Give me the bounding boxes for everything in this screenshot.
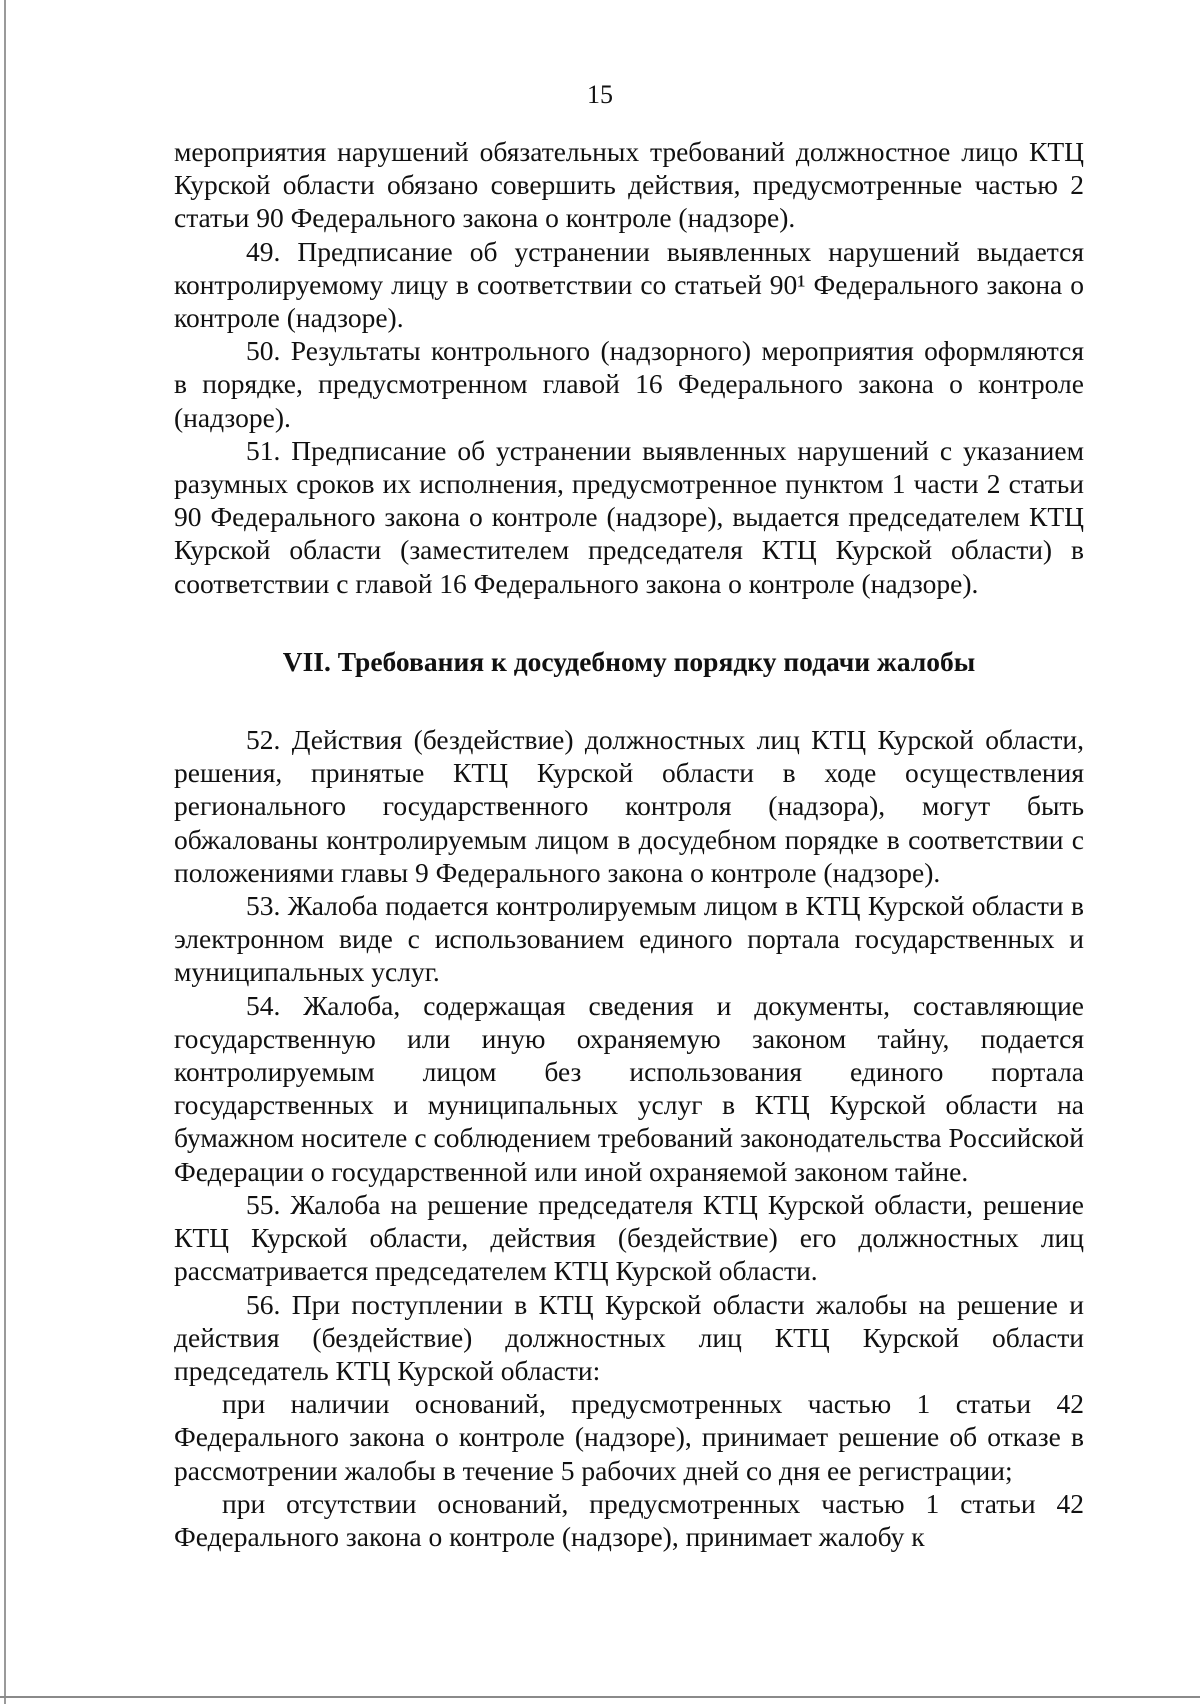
scan-edge-line-bottom <box>0 1696 1200 1698</box>
paragraph-54: 54. Жалоба, содержащая сведения и документы, составляющие государственную или иную охраняемую законом тайну, подается контролируемым лицом без использования единого портала государственных и муниципальных услуг в КТЦ Курской области на бумажном носителе с соблюдением требований законодательства Российской Федерации о государственной или иной охраняемой законом тайне. <box>174 989 1084 1187</box>
paragraph-56-item-1: при наличии оснований, предусмотренных частью 1 статьи 42 Федерального закона о контроле (надзоре), принимает решение об отказе в рассмотрении жалобы в течение 5 рабочих дней со дня ее регистрации; <box>174 1388 1084 1486</box>
paragraph-50: 50. Результаты контрольного (надзорного) мероприятия оформляются в порядке, предусмотренном главой 16 Федерального закона о контроле (надзоре). <box>174 335 1084 433</box>
page-number: 15 <box>587 80 613 109</box>
paragraph-49: 49. Предписание об устранении выявленных нарушений выдается контролируемому лицу в соответствии со статьей 90¹ Федерального закона о контроле (надзоре). <box>174 235 1084 334</box>
paragraph-continued: мероприятия нарушений обязательных требований должностное лицо КТЦ Курской области обязано совершить действия, предусмотренные частью 2 статьи 90 Федерального закона о контроле (надзоре). <box>174 136 1084 234</box>
paragraph-56: 56. При поступлении в КТЦ Курской области жалобы на решение и действия (бездействие) должностных лиц КТЦ Курской области председатель КТЦ Курской области: <box>174 1288 1084 1386</box>
scan-edge-line-left <box>4 0 6 1704</box>
paragraph-52: 52. Действия (бездействие) должностных лиц КТЦ Курской области, решения, принятые КТЦ Курской области в ходе осуществления регионального государственного контроля (надзора), могут быть обжалованы контролируемым лицом в досудебном порядке в соответствии с положениями главы 9 Федерального закона о контроле (надзоре). <box>174 724 1084 888</box>
paragraph-56-item-2: при отсутствии оснований, предусмотренных частью 1 статьи 42 Федерального закона о контроле (надзоре), принимает жалобу к <box>174 1487 1084 1552</box>
paragraph-51: 51. Предписание об устранении выявленных нарушений с указанием разумных сроков их исполнения, предусмотренное пунктом 1 части 2 статьи 90 Федерального закона о контроле (надзоре), выдается председателем КТЦ Курской области (заместителем председателя КТЦ Курской области) в соответствии с главой 16 Федерального закона о контроле (надзоре). <box>174 434 1084 599</box>
document-body <box>174 135 1084 1553</box>
paragraph-53: 53. Жалоба подается контролируемым лицом в КТЦ Курской области в электронном виде с использованием единого портала государственных и муниципальных услуг. <box>174 890 1084 988</box>
section-heading: VII. Требования к досудебному порядку подачи жалобы <box>282 645 976 677</box>
paragraph-55: 55. Жалоба на решение председателя КТЦ Курской области, решение КТЦ Курской области, действия (бездействие) его должностных лиц рассматривается председателем КТЦ Курской области. <box>174 1188 1084 1287</box>
